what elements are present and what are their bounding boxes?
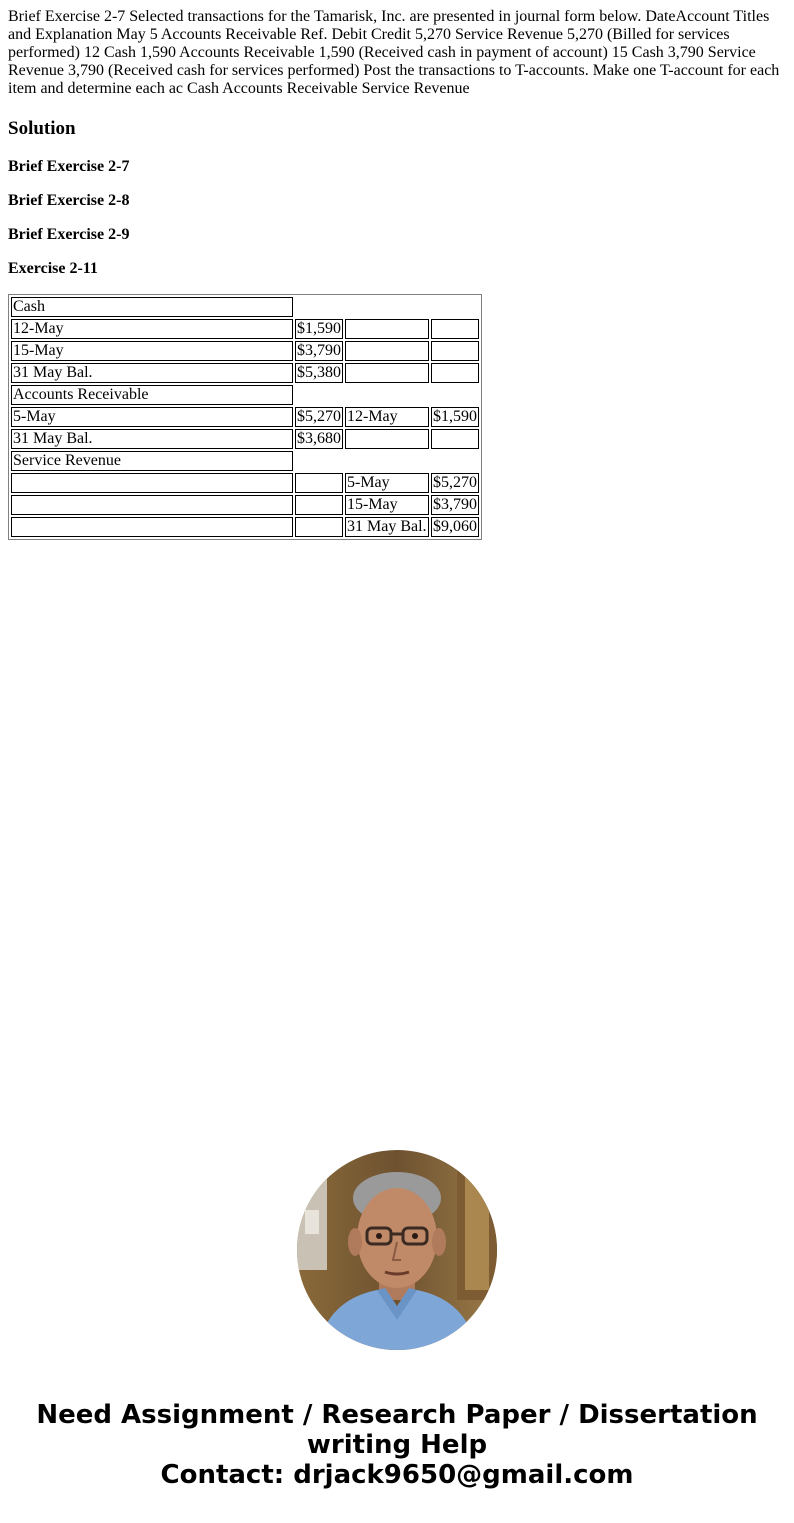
table-row: [11, 319, 479, 339]
account-title-row: [11, 297, 479, 317]
t-accounts-table: [8, 294, 482, 540]
exercise-heading-2-8: Brief Exercise 2-8: [8, 192, 130, 209]
account-title-service-revenue: Service Revenue: [11, 451, 293, 471]
debit-date: 15-May: [11, 341, 293, 361]
debit-amount: [295, 473, 343, 493]
credit-date: [345, 319, 429, 339]
debit-amount: $5,380: [297, 364, 341, 381]
table-row: [11, 495, 479, 515]
credit-amount: [431, 429, 479, 449]
exercise-heading-2-9: Brief Exercise 2-9: [8, 226, 130, 243]
credit-amount: $1,590: [433, 408, 477, 425]
table-row: [11, 363, 479, 383]
credit-amount: $5,270: [433, 474, 477, 491]
account-title-row: [11, 451, 479, 471]
debit-amount: $3,680: [297, 430, 341, 447]
debit-amount: [295, 517, 343, 537]
credit-amount: $3,790: [433, 496, 477, 513]
debit-date: 31 May Bal.: [11, 429, 293, 449]
credit-amount: [431, 341, 479, 361]
table-row: [11, 341, 479, 361]
promo-text: [0, 1400, 794, 1490]
credit-date: [345, 429, 429, 449]
debit-date: [11, 495, 293, 515]
credit-amount: $9,060: [433, 518, 477, 535]
question-text: Brief Exercise 2-7 Selected transactions for the Tamarisk, Inc. are presented in journal form below. DateAccount Titles and Explanation May 5 Accounts Receivable Ref. Debit Credit 5,270 Service Revenue 5,270 (Billed for services performed) 12 Cash 1,590 Accounts Receivable 1,590 (Received cash in payment of account) 15 Cash 3,790 Service Revenue 3,790 (Received cash for services performed) Post the transactions to T-accounts. Make one T-account for each item and determine each ac Cash Accounts Receivable Service Revenue: [8, 8, 780, 97]
account-title-row: [11, 385, 479, 405]
account-title-accounts-receivable: Accounts Receivable: [11, 385, 293, 405]
debit-amount: $3,790: [297, 342, 341, 359]
credit-date: 31 May Bal.: [345, 517, 429, 537]
credit-date: [345, 341, 429, 361]
debit-date: 5-May: [11, 407, 293, 427]
exercise-heading-2-7: Brief Exercise 2-7: [8, 158, 130, 175]
promo-line-1: Need Assignment / Research Paper / Dissertation: [36, 1400, 758, 1430]
table-row: [11, 407, 479, 427]
promo-banner: [0, 1150, 794, 1490]
credit-date: [345, 363, 429, 383]
debit-amount: $1,590: [297, 320, 341, 337]
debit-amount: $5,270: [297, 408, 341, 425]
avatar: [297, 1150, 497, 1350]
debit-date: 12-May: [11, 319, 293, 339]
debit-date: 31 May Bal.: [11, 363, 293, 383]
debit-amount: [295, 495, 343, 515]
exercise-heading-2-11: Exercise 2-11: [8, 260, 98, 277]
table-row: [11, 429, 479, 449]
debit-date: [11, 473, 293, 493]
credit-amount: [431, 363, 479, 383]
credit-date: 5-May: [345, 473, 429, 493]
account-title-cash: Cash: [11, 297, 293, 317]
promo-line-2: writing Help: [306, 1430, 488, 1460]
solution-heading: Solution: [8, 118, 76, 139]
page: [0, 0, 794, 540]
credit-date: 15-May: [345, 495, 429, 515]
credit-date: 12-May: [345, 407, 429, 427]
promo-contact: Contact: drjack9650@gmail.com: [160, 1460, 634, 1490]
credit-amount: [431, 319, 479, 339]
table-row: [11, 517, 479, 537]
debit-date: [11, 517, 293, 537]
table-row: [11, 473, 479, 493]
